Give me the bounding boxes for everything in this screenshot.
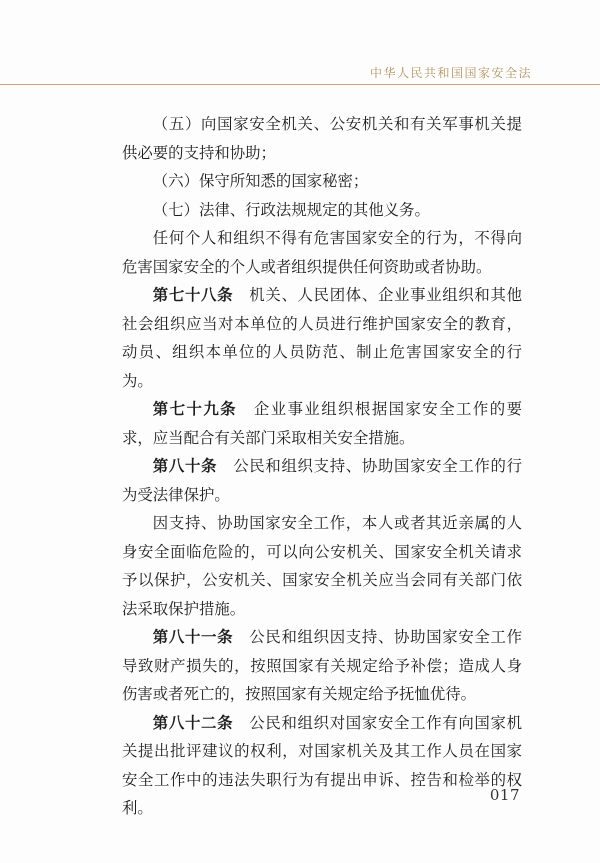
article-82 — [122, 709, 522, 823]
page-body — [122, 110, 522, 823]
page-number: 017 — [489, 786, 520, 804]
paragraph-prohibition — [122, 224, 522, 281]
article-label: 第八十一条 — [152, 628, 250, 646]
paragraph-text: 因支持、协助国家安全工作，本人或者其近亲属的人身安全面临危险的，可以向公安机关、国家安全机关请求予以保护，公安机关、国家安全机关应当会同有关部门依法采取保护措施。 — [122, 514, 522, 618]
article-label: 第八十条 — [152, 457, 234, 475]
paragraph-item-7 — [122, 196, 522, 225]
article-78 — [122, 281, 522, 395]
paragraph-text: （七）法律、行政法规规定的其他义务。 — [152, 200, 430, 219]
paragraph-text: 企业事业组织根据国家安全工作的要求，应当配合有关部门采取相关安全措施。 — [122, 400, 522, 447]
paragraph-text: 机关、人民团体、企业事业组织和其他社会组织应当对本单位的人员进行维护国家安全的教育，动员、组织本单位的人员防范、制止危害国家安全的行为。 — [122, 286, 522, 390]
article-label: 第八十二条 — [152, 713, 250, 732]
paragraph-item-5 — [122, 110, 522, 167]
article-label: 第七十八条 — [152, 286, 250, 304]
article-79 — [122, 395, 522, 452]
article-80-paragraph-2 — [122, 509, 522, 623]
paragraph-text: 任何个人和组织不得有危害国家安全的行为，不得向危害国家安全的个人或者组织提供任何资助或者协助。 — [122, 229, 522, 276]
article-81 — [122, 623, 522, 709]
paragraph-text: （五）向国家安全机关、公安机关和有关军事机关提供必要的支持和协助； — [122, 115, 522, 162]
article-label: 第七十九条 — [152, 400, 254, 418]
paragraph-text: 公民和组织因支持、协助国家安全工作导致财产损失的，按照国家有关规定给予补偿；造成人身伤害或者死亡的，按照国家有关规定给予抚恤优待。 — [122, 628, 522, 703]
paragraph-text: 公民和组织对国家安全工作有向国家机关提出批评建议的权利，对国家机关及其工作人员在国家安全工作中的违法失职行为有提出申诉、控告和检举的权利。 — [122, 713, 522, 817]
paragraph-text: （六）保守所知悉的国家秘密； — [152, 172, 369, 190]
running-header: 中华人民共和国国家安全法 — [369, 66, 532, 80]
paragraph-text: 公民和组织支持、协助国家安全工作的行为受法律保护。 — [122, 457, 522, 504]
header-divider — [0, 84, 600, 85]
article-80 — [122, 452, 522, 509]
paragraph-item-6 — [122, 167, 522, 196]
